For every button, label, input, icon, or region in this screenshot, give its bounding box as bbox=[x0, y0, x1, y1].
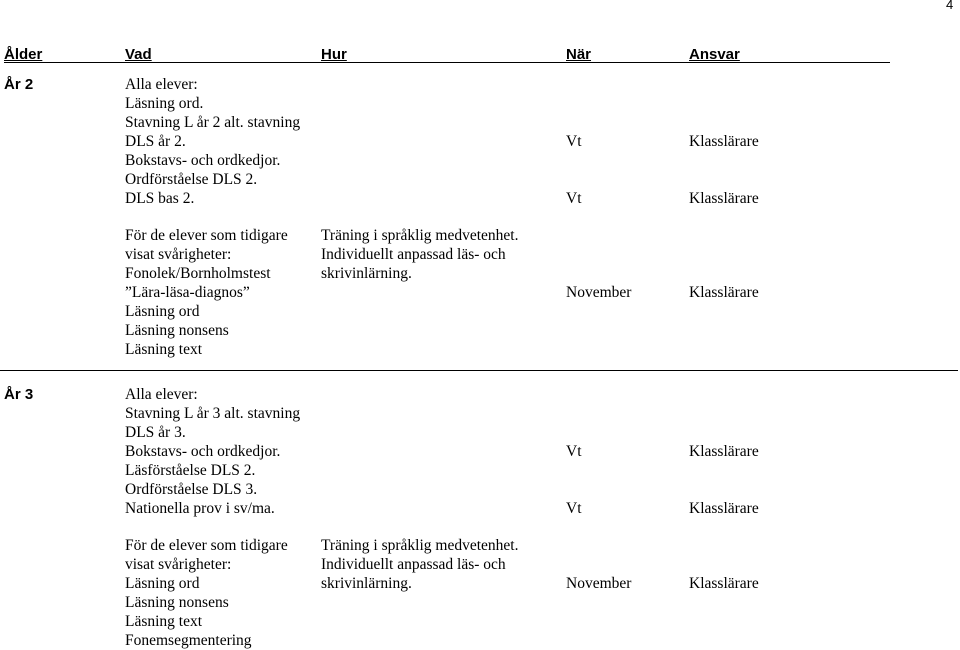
section-divider bbox=[0, 370, 958, 371]
year-3-all-pupils-list bbox=[125, 385, 300, 518]
list-item: Fonolek/Bornholmstest bbox=[125, 265, 271, 282]
list-item: Alla elever: bbox=[125, 386, 198, 403]
year-3-label: År 3 bbox=[4, 386, 34, 403]
year-3-responsible-2: Klasslärare bbox=[689, 500, 759, 517]
list-item: Fonemsegmentering bbox=[125, 632, 252, 649]
year-3-responsible-1: Klasslärare bbox=[689, 443, 759, 460]
year-2-responsible-2: Klasslärare bbox=[689, 190, 759, 207]
year-2-responsible-1: Klasslärare bbox=[689, 133, 759, 150]
list-item: Nationella prov i sv/ma. bbox=[125, 500, 275, 517]
list-item: skrivinlärning. bbox=[321, 265, 412, 282]
list-item: Läsning ord. bbox=[125, 95, 204, 112]
column-header-vad: Vad bbox=[125, 46, 152, 63]
year-2-difficulties-when: November bbox=[566, 284, 632, 301]
year-3-when-2: Vt bbox=[566, 500, 582, 517]
year-2-difficulties-list bbox=[125, 226, 288, 359]
list-item: Stavning L år 2 alt. stavning bbox=[125, 114, 301, 131]
list-item: Läsning nonsens bbox=[125, 594, 229, 611]
column-header-ansvar: Ansvar bbox=[689, 46, 740, 63]
list-item: Läsning ord bbox=[125, 303, 200, 320]
year-3-difficulties-when: November bbox=[566, 575, 632, 592]
list-item: Individuellt anpassad läs- och bbox=[321, 556, 506, 573]
header-underline bbox=[4, 62, 890, 63]
year-3-difficulties-responsible: Klasslärare bbox=[689, 575, 759, 592]
year-3-when-1: Vt bbox=[566, 443, 582, 460]
page-number: 4 bbox=[946, 0, 954, 12]
year-2-when-1: Vt bbox=[566, 133, 582, 150]
list-item: Träning i språklig medvetenhet. bbox=[321, 227, 519, 244]
list-item: DLS bas 2. bbox=[125, 190, 195, 207]
list-item: Läsning text bbox=[125, 613, 203, 630]
list-item: Ordförståelse DLS 3. bbox=[125, 481, 258, 498]
list-item: För de elever som tidigare bbox=[125, 537, 288, 554]
year-3-how-list bbox=[321, 536, 518, 593]
list-item: Läsning text bbox=[125, 341, 203, 358]
list-item: Stavning L år 3 alt. stavning bbox=[125, 405, 301, 422]
list-item: DLS år 3. bbox=[125, 424, 186, 441]
list-item: För de elever som tidigare bbox=[125, 227, 288, 244]
list-item: Bokstavs- och ordkedjor. bbox=[125, 152, 281, 169]
year-2-all-pupils-list bbox=[125, 75, 300, 208]
list-item: ”Lära-läsa-diagnos” bbox=[125, 284, 250, 301]
year-2-when-2: Vt bbox=[566, 190, 582, 207]
year-3-difficulties-list bbox=[125, 536, 288, 650]
column-header-alder: Ålder bbox=[4, 46, 43, 63]
list-item: Läsförståelse DLS 2. bbox=[125, 462, 256, 479]
year-2-label: År 2 bbox=[4, 76, 34, 93]
column-header-nar: När bbox=[566, 46, 592, 63]
list-item: DLS år 2. bbox=[125, 133, 186, 150]
list-item: skrivinlärning. bbox=[321, 575, 412, 592]
list-item: Läsning ord bbox=[125, 575, 200, 592]
list-item: Träning i språklig medvetenhet. bbox=[321, 537, 519, 554]
list-item: Bokstavs- och ordkedjor. bbox=[125, 443, 281, 460]
list-item: Alla elever: bbox=[125, 76, 198, 93]
year-2-difficulties-responsible: Klasslärare bbox=[689, 284, 759, 301]
list-item: visat svårigheter: bbox=[125, 556, 232, 573]
list-item: Ordförståelse DLS 2. bbox=[125, 171, 258, 188]
year-2-how-list bbox=[321, 226, 518, 283]
list-item: Läsning nonsens bbox=[125, 322, 229, 339]
list-item: Individuellt anpassad läs- och bbox=[321, 246, 506, 263]
column-header-hur: Hur bbox=[321, 46, 347, 63]
list-item: visat svårigheter: bbox=[125, 246, 232, 263]
